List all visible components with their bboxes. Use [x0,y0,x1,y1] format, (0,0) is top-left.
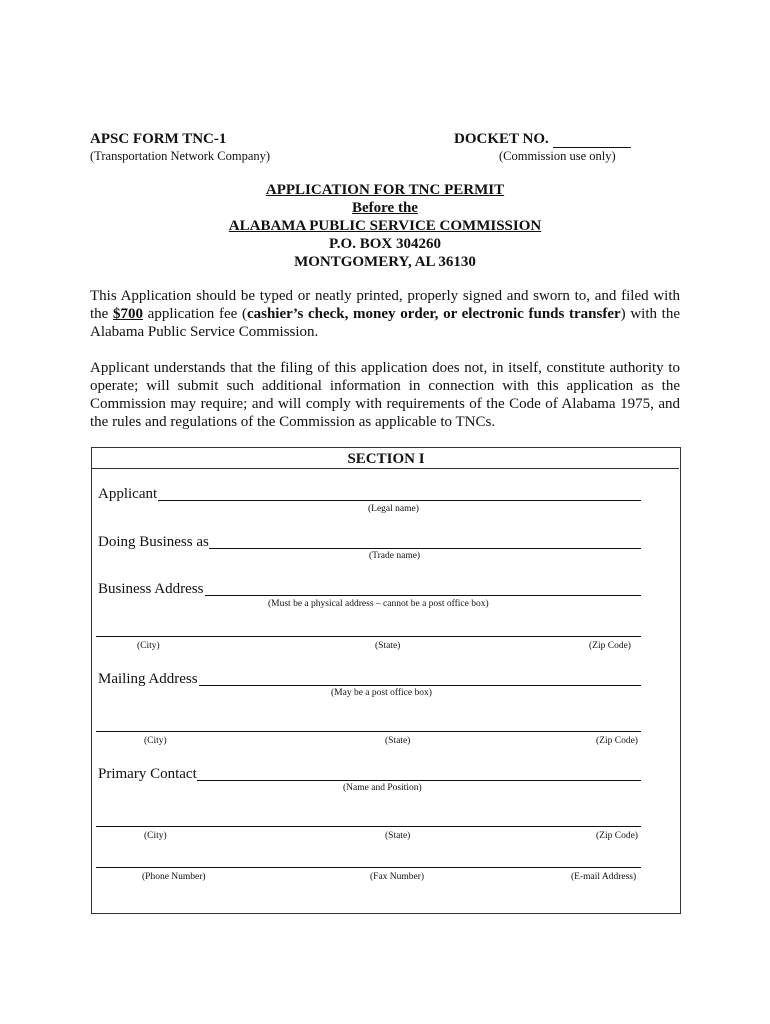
form-subtitle: (Transportation Network Company) [90,149,271,163]
fax-caption: (Fax Number) [370,872,425,882]
mailing-address-caption: (May be a post office box) [331,688,432,698]
applicant-label: Applicant [98,486,158,502]
dba-input-line[interactable] [209,548,641,549]
mailing-city-caption: (City) [144,736,167,746]
primary-contact-input-line[interactable] [197,780,641,781]
mailing-address-label: Mailing Address [98,671,198,687]
dba-caption: (Trade name) [369,551,421,561]
mailing-zip-caption: (Zip Code) [596,736,638,746]
business-state-caption: (State) [375,641,401,651]
form-id: APSC FORM TNC-1 [90,131,227,147]
title-line-3: ALABAMA PUBLIC SERVICE COMMISSION [228,218,542,234]
phone-caption: (Phone Number) [142,872,206,882]
docket-field [454,131,631,148]
title-line-2: Before the [352,200,418,216]
applicant-caption: (Legal name) [368,504,419,514]
contact-phone-fax-email-line[interactable] [96,867,641,868]
instructions-paragraph [90,287,680,341]
dba-label: Doing Business as [98,534,209,550]
primary-contact-label: Primary Contact [98,766,197,782]
section-divider [92,468,679,469]
contact-city-state-zip-line[interactable] [96,826,641,827]
business-address-input-line[interactable] [205,595,641,596]
docket-label: DOCKET NO. [454,131,549,147]
contact-state-caption: (State) [385,831,411,841]
mailing-address-input-line[interactable] [199,685,641,686]
payment-methods: cashier’s check, money order, or electronic funds transfer [246,306,621,322]
title-line-5: MONTGOMERY, AL 36130 [294,254,476,270]
docket-subtitle: (Commission use only) [499,149,616,163]
title-block [0,181,770,271]
mailing-state-caption: (State) [385,736,411,746]
section-title: SECTION I [347,451,425,467]
mailing-city-state-zip-line[interactable] [96,731,641,732]
contact-zip-caption: (Zip Code) [596,831,638,841]
title-line-4: P.O. BOX 304260 [329,236,441,252]
primary-contact-caption: (Name and Position) [343,783,422,793]
instructions-part-3: ) with the Alabama Public Service Commission. [90,306,680,340]
business-zip-caption: (Zip Code) [589,641,631,651]
title-line-1: APPLICATION FOR TNC PERMIT [265,182,505,198]
business-city-caption: (City) [137,641,160,651]
contact-city-caption: (City) [144,831,167,841]
email-caption: (E-mail Address) [571,872,637,882]
business-address-caption: (Must be a physical address – cannot be a post office box) [268,599,489,609]
instructions-part-2: application fee ( [143,306,247,322]
business-city-state-zip-line[interactable] [96,636,641,637]
instructions-part-1: This Application should be typed or neatly printed, properly signed and sworn to, and filed with the [90,288,680,322]
understanding-paragraph: Applicant understands that the filing of this application does not, in itself, constitute authority to operate; will submit such additional information in connection with this application as the Commission may require; and will comply with requirements of the Code of Alabama 1975, and the rules and regulations of the Commission as applicable to TNCs. [90,360,680,430]
business-address-label: Business Address [98,581,204,597]
applicant-input-line[interactable] [158,500,641,501]
fee-amount: $700 [113,306,143,322]
docket-number-blank[interactable] [553,133,631,148]
